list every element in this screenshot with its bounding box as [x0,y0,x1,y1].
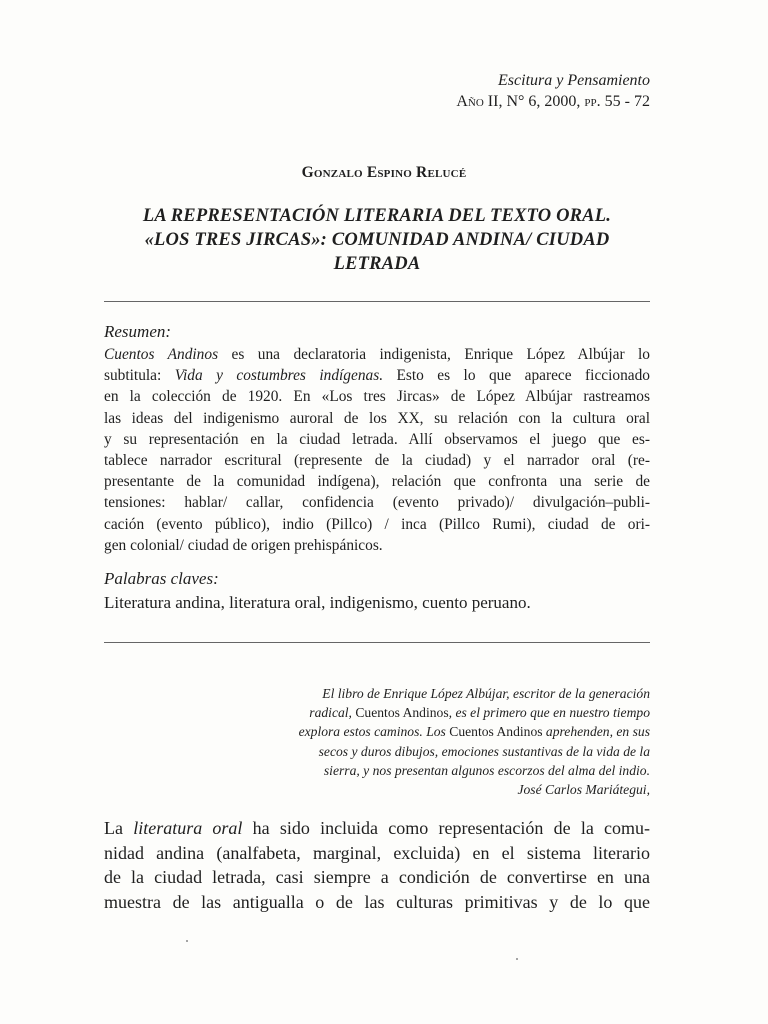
book-title: Cuentos Andinos [355,705,449,721]
title-line: LETRADA [333,254,421,274]
abstract-line: y su representación en la ciudad letrada. Allí observamos el juego que es- [104,430,650,448]
epigraph-attribution: José Carlos Mariátegui, [517,782,650,798]
epigraph-line: secos y duros dibujos, emociones sustantivas de la vida de la [318,743,650,759]
abstract-line: presentante de la comunidad indígena), relación que confronta una serie de [104,473,650,491]
abstract-line: las ideas del indigenismo auroral de los XX, su relación con la cultura oral [104,409,650,427]
journal-name: Escitura y Pensamiento [498,72,650,89]
abstract-line-text: subtitula: [104,367,175,385]
page-range: 55 - 72 [604,93,650,110]
abstract-line [104,344,650,365]
pages-label: pp. [584,93,601,110]
body-line-text: La [104,818,134,838]
abstract-heading: Resumen: [104,322,172,341]
scan-speck [186,940,188,942]
abstract-line-text: Esto es lo que aparece ficcionado [383,367,650,385]
abstract-line: tensiones: hablar/ callar, confidencia (evento privado)/ divulgación–publi- [104,494,650,512]
abstract-line: cación (evento público), indio (Pillco) / inca (Pillco Rumi), ciudad de ori- [104,515,650,533]
article-title [104,204,650,276]
epigraph-line: El libro de Enrique López Albújar, escritor de la generación [322,686,650,701]
emphasis-term: literatura oral [133,818,243,838]
scan-speck [516,958,518,960]
keywords-heading: Palabras claves: [104,569,219,588]
subtitle-text: Vida y costumbres indígenas. [174,367,384,385]
abstract-line-text: es una declaratoria indigenista, Enrique López Albújar lo [218,346,650,363]
issue-info [456,91,650,112]
divider-top [104,301,650,302]
epigraph-text: explora estos caminos. Los [298,724,450,740]
body-line [104,816,650,841]
abstract-line [104,365,650,386]
body-line: muestra de las antigualla o de las culturas primitivas y de lo que [104,891,650,912]
abstract-line: en la colección de 1920. En «Los tres Jircas» de López Albújar rastreamos [104,388,650,406]
epigraph-line [220,722,650,741]
abstract-line: gen colonial/ ciudad de origen prehispánicos. [104,536,383,554]
divider-bottom [104,642,650,643]
author-name: Gonzalo Espino Relucé [301,164,467,181]
issue-prefix: Año II, N° 6, 2000, [456,93,581,110]
epigraph [220,684,650,799]
epigraph-text: , es el primero que en nuestro tiempo [448,705,650,721]
book-title: Cuentos Andinos [104,346,219,363]
body-line-text: ha sido incluida como representación de la comu- [242,818,651,838]
abstract-text [104,344,650,556]
epigraph-text: radical, [309,705,356,721]
title-line: «LOS TRES JIRCAS»: COMUNIDAD ANDINA/ CIUDAD [144,230,610,250]
title-line: LA REPRESENTACIÓN LITERARIA DEL TEXTO ORAL. [142,206,612,226]
epigraph-line: sierra, y nos presentan algunos escorzos del alma del indio. [323,762,650,778]
keywords-text: Literatura andina, literatura oral, indigenismo, cuento peruano. [104,593,531,612]
abstract-line: tablece narrador escritural (represente de la ciudad) y el narrador oral (re- [104,452,650,470]
book-title: Cuentos Andinos [449,724,543,740]
epigraph-line [220,703,650,722]
body-line: nidad andina (analfabeta, marginal, excluida) en el sistema literario [104,842,650,863]
epigraph-text: aprehenden, en sus [542,724,650,740]
body-line: de la ciudad letrada, casi siempre a condición de convertirse en una [104,867,650,888]
body-paragraph [104,816,650,914]
journal-header [456,70,650,112]
